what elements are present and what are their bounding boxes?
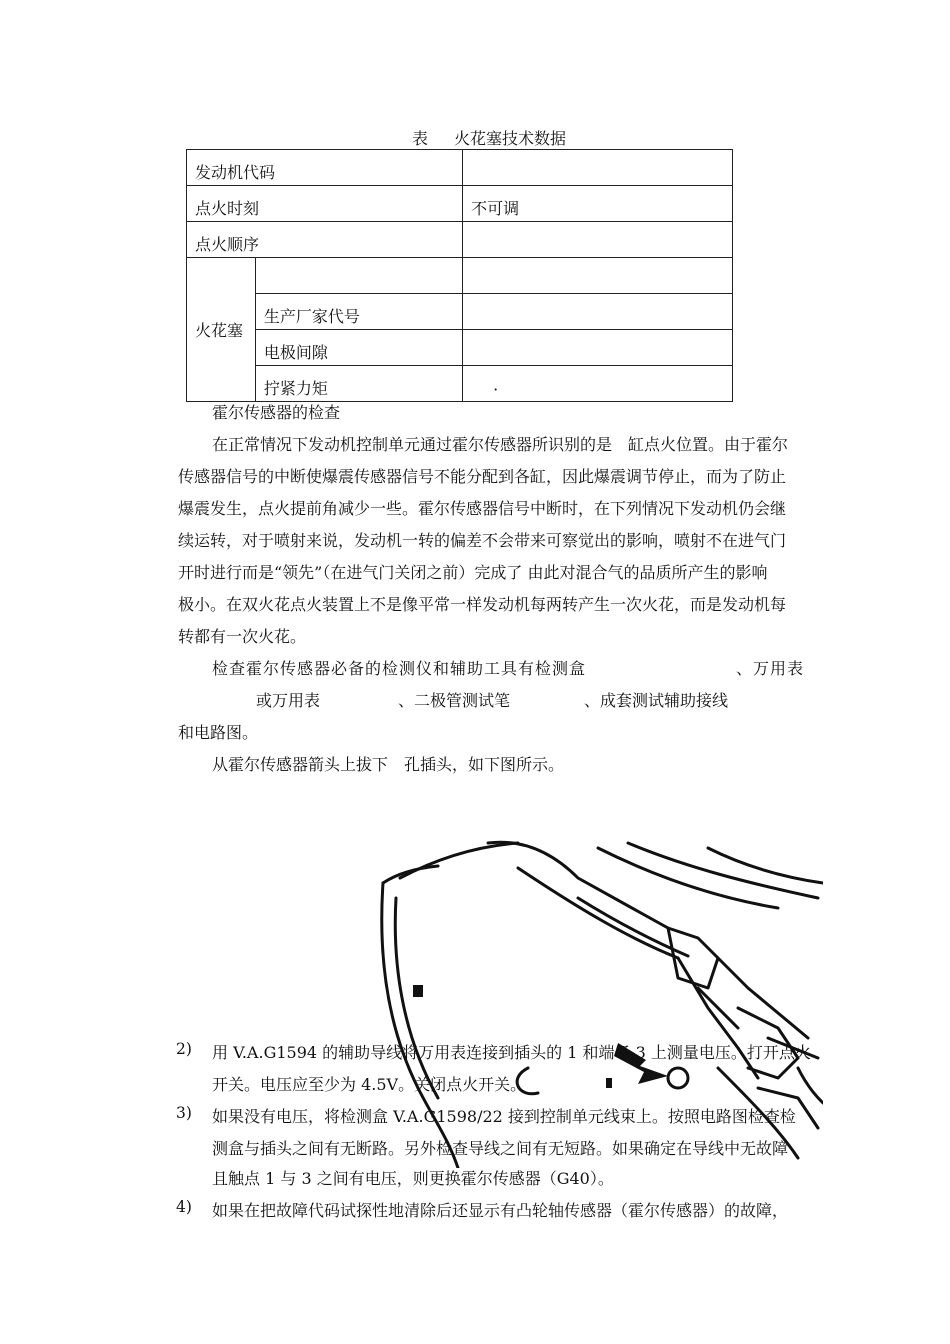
firing-order-value <box>463 222 733 258</box>
step-text: 用 V.A.G1594 的辅助导线将万用表连接到插头的 1 和端子 3 上测量电压。打开点火 <box>212 1043 811 1062</box>
step-text: 开关。电压应至少为 4.5V。关闭点火开关。 <box>212 1075 527 1094</box>
table-caption <box>412 126 566 149</box>
para2-line1b: 、万用表 <box>736 659 805 678</box>
step-number: 3) <box>176 1104 192 1122</box>
tightening-torque-label: 拧紧力矩 <box>255 366 462 402</box>
para1-line: 传感器信号的中断使爆震传感器信号不能分配到各缸，因此爆震调节停止，而为了防止 <box>178 467 787 486</box>
tightening-torque-value: · <box>463 366 733 402</box>
table-row <box>187 186 733 222</box>
ignition-timing-value: 不可调 <box>463 186 733 222</box>
step-text: 如果在把故障代码试探性地清除后还显示有凸轮轴传感器（霍尔传感器）的故障， <box>212 1201 789 1220</box>
caption-title: 火花塞技术数据 <box>454 129 567 148</box>
para3: 从霍尔传感器箭头上拔下 孔插头，如下图所示。 <box>212 755 565 774</box>
electrode-gap-value <box>463 330 733 366</box>
para2-line2a: 或万用表 <box>256 691 321 710</box>
manufacturer-code-label: 生产厂家代号 <box>255 294 462 330</box>
caption-prefix: 表 <box>412 129 429 148</box>
ignition-timing-label: 点火时刻 <box>187 186 463 222</box>
table-row <box>187 294 733 330</box>
section-title: 霍尔传感器的检查 <box>212 403 341 422</box>
para1-line: 续运转，对于喷射来说，发动机一转的偏差不会带来可察觉出的影响，喷射不在进气门 <box>178 531 787 550</box>
para2-line2c: 、成套测试辅助接线 <box>584 691 729 710</box>
engine-code-label: 发动机代码 <box>187 150 463 186</box>
spark-plug-sub-value <box>463 258 733 294</box>
para1-line: 转都有一次火花。 <box>178 627 307 646</box>
electrode-gap-label: 电极间隙 <box>255 330 462 366</box>
step-text: 且触点 1 与 3 之间有电压，则更换霍尔传感器（G40）。 <box>212 1169 614 1188</box>
para1-line: 在正常情况下发动机控制单元通过霍尔传感器所识别的是 缸点火位置。由于霍尔 <box>212 435 789 454</box>
para1-line: 极小。在双火花点火装置上不是像平常一样发动机每两转产生一次火花，而是发动机每 <box>178 595 787 614</box>
spark-plug-spec-table <box>186 149 733 402</box>
step-number: 2) <box>176 1040 192 1058</box>
table-row <box>187 258 733 294</box>
step-number: 4) <box>176 1198 192 1216</box>
para2-line1a: 检查霍尔传感器必备的检测仪和辅助工具有检测盒 <box>212 659 587 678</box>
table-row <box>187 150 733 186</box>
step-text: 如果没有电压，将检测盒 V.A.G1598/22 接到控制单元线束上。按照电路图检查检 <box>212 1107 796 1126</box>
step-text: 测盒与插头之间有无断路。另外检查导线之间有无短路。如果确定在导线中无故障 <box>212 1139 789 1158</box>
engine-code-value <box>463 150 733 186</box>
spark-plug-label: 火花塞 <box>187 258 256 402</box>
table-row <box>187 366 733 402</box>
para1-line: 开时进行而是“领先”（在进气门关闭之前）完成了 由此对混合气的品质所产生的影响 <box>178 563 768 582</box>
para1-line: 爆震发生，点火提前角减少一些。霍尔传感器信号中断时，在下列情况下发动机仍会继 <box>178 499 787 518</box>
table-row <box>187 222 733 258</box>
spark-plug-sub-label <box>255 258 462 294</box>
firing-order-label: 点火顺序 <box>187 222 463 258</box>
manufacturer-code-value <box>463 294 733 330</box>
table-row <box>187 330 733 366</box>
para2-line3: 和电路图。 <box>178 723 259 742</box>
para2-line2b: 、二极管测试笔 <box>398 691 511 710</box>
